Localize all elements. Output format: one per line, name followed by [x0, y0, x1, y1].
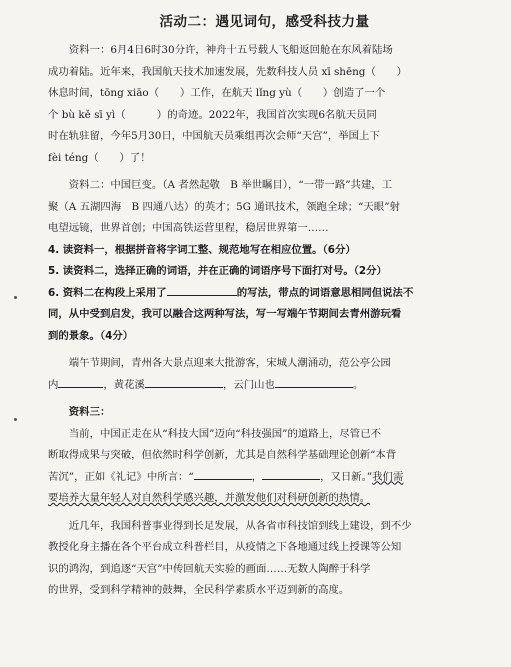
punch-hole-dot: [14, 418, 17, 421]
answer-blank[interactable]: [275, 376, 353, 388]
material-two: [48, 175, 481, 240]
material-one-line: 资料一：6月4日6时30分许，神舟十五号载人飞船返回舱在东风着陆场: [68, 44, 393, 56]
material-one-line: 时在轨驻留，今年5月30日，中国航天员乘组再次会师“天宫”，举国上下: [48, 130, 380, 142]
material-two-line: 电望远镜，世界首创；中国高铁运营里程，稳居世界第一……: [48, 222, 329, 234]
punch-hole-dot: [14, 296, 17, 299]
question-6-cont: 同，从中受到启发，我可以融合这两种写法，写一写端午节期间去青州游玩看: [48, 308, 402, 320]
material-one-line: 个 bù kě sī yì（ ）的奇迹。2022年，我国首次实现6名航天员同: [48, 108, 377, 121]
question-4: 4. 读资料一，根据拼音将字词工整、规范地写在相应位置。（6分）: [48, 243, 356, 256]
material-two-line: 资料二：中国巨变。（A 者然起敬 B 举世瞩目），“一带一路”共建，工: [68, 179, 393, 191]
questions: [48, 240, 481, 348]
question-5: 5. 读资料二，选择正确的词语，并在正确的词语序号下面打对号。（2分）: [48, 265, 387, 277]
answer-blank[interactable]: [167, 284, 237, 296]
material-three-line: 要培养大量年轻人对自然科学感兴趣，并激发他们对科研创新的热情。: [48, 492, 371, 504]
material-three-line: 当前，中国正走在从“科技大国”迈向“科技强国”的道路上，尽管已不: [68, 427, 381, 440]
material-one: [48, 40, 481, 169]
material-one-line: 休息时间，tōng xiāo（ ）工作，在航天 lǐng yù（ ）创造了一个: [48, 87, 386, 99]
material-three: [48, 402, 481, 602]
answer-blank[interactable]: [145, 376, 223, 388]
material-three-heading: 资料三：: [68, 406, 111, 418]
duanwu-writing: [48, 353, 481, 396]
material-three-line: 识的鸿沟，到追逐“天宫”中传回航天实验的画面……无数人陶醉于科学: [48, 562, 371, 575]
material-three-fill-line: 苦沉”，正如《礼记》中所言：“ ， ，又日新。”我们需: [48, 467, 481, 489]
question-6: 6. 资料二在构段上采用了 的写法，带点的词语意思相同但说法不: [48, 283, 481, 305]
material-three-line: 教授化身主播在各个平台成立科普栏目，从疫情之下各地通过线上授课等公知: [48, 541, 402, 553]
material-three-line: 断取得成果与突破，但依然时科学创新，尤其是自然科学基础理论创新“本背: [48, 449, 397, 461]
material-three-line: 的世界，受到科学精神的鼓舞，全民科学素质水平迈到新的高度。: [48, 584, 350, 596]
material-two-line: 聚（A 五湖四海 B 四通八达）的英才；5G 通讯技术，领跑全球；“天眼”射: [48, 200, 400, 213]
material-one-line: fèi téng（ ）了！: [48, 151, 151, 164]
answer-blank[interactable]: [58, 376, 103, 388]
material-three-line: 近几年，我国科普事业得到长足发展，从各省市科技馆到线上建设，到不少: [68, 519, 412, 532]
answer-blank[interactable]: [194, 468, 252, 480]
question-6-cont: 到的景象。（4分）: [48, 329, 134, 342]
duanwu-fill-line: 内 ，黄花溪 ，云门山也 。: [48, 375, 481, 397]
duanwu-line: 端午节期间，青州各大景点迎来大批游客，宋城人潮涌动，范公亭公园: [68, 357, 391, 369]
activity-title: 活动二：遇见词句，感受科技力量: [159, 14, 370, 30]
material-one-line: 成功着陆。近年来，我国航天技术加速发展，先数科技人员 xī shēng（ ）: [48, 65, 408, 78]
answer-blank[interactable]: [262, 468, 320, 480]
